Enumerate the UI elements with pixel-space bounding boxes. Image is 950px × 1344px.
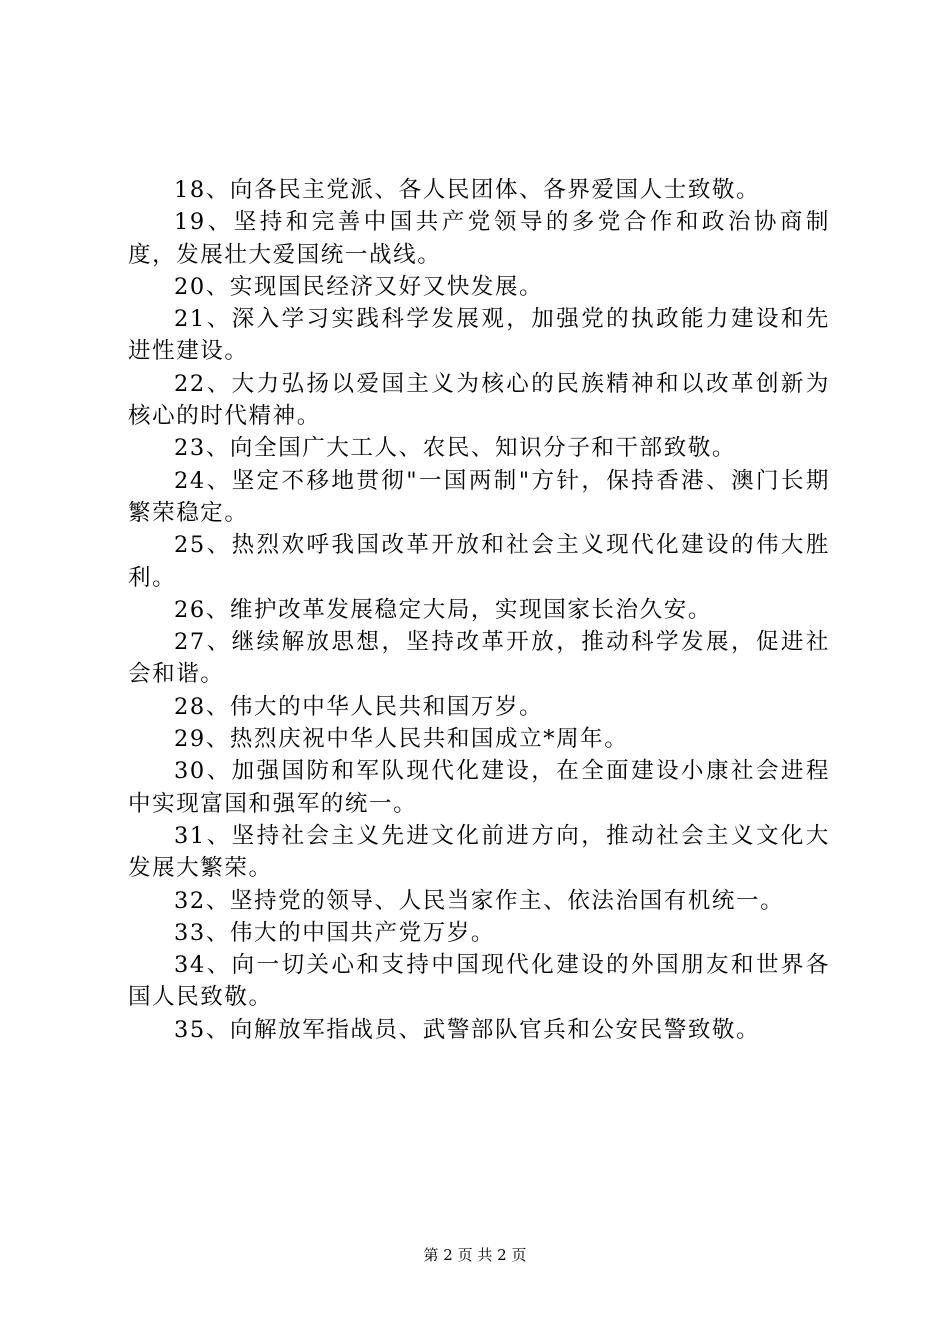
list-item: 27、继续解放思想，坚持改革开放，推动科学发展，促进社会和谐。 <box>128 629 830 688</box>
list-item: 18、向各民主党派、各人民团体、各界爱国人士致敬。 <box>174 177 761 203</box>
slogan-list <box>128 174 830 1046</box>
list-item: 24、坚定不移地贯彻"一国两制"方针，保持香港、澳门长期繁荣稳定。 <box>128 467 830 526</box>
list-item: 19、坚持和完善中国共产党领导的多党合作和政治协商制度，发展壮大爱国统一战线。 <box>128 209 830 268</box>
list-item: 22、大力弘扬以爱国主义为核心的民族精神和以改革创新为核心的时代精神。 <box>128 370 830 430</box>
list-item: 21、深入学习实践科学发展观，加强党的执政能力建设和先进性建设。 <box>128 306 830 365</box>
list-item: 26、维护改革发展稳定大局，实现国家长治久安。 <box>174 596 712 623</box>
list-item: 35、向解放军指战员、武警部队官兵和公安民警致敬。 <box>174 1016 761 1043</box>
list-item: 32、坚持党的领导、人民当家作主、依法治国有机统一。 <box>174 887 785 914</box>
list-item: 34、向一切关心和支持中国现代化建设的外国朋友和世界各国人民致敬。 <box>128 952 830 1011</box>
list-item: 33、伟大的中国共产党万岁。 <box>174 919 496 946</box>
list-item: 30、加强国防和军队现代化建设，在全面建设小康社会进程中实现富国和强军的统一。 <box>128 758 830 817</box>
list-item: 29、热烈庆祝中华人民共和国成立*周年。 <box>174 726 629 753</box>
list-item: 23、向全国广大工人、农民、知识分子和干部致敬。 <box>174 435 737 462</box>
list-item: 20、实现国民经济又好又快发展。 <box>174 273 544 300</box>
list-item: 31、坚持社会主义先进文化前进方向，推动社会主义文化大发展大繁荣。 <box>128 822 830 882</box>
page-number-footer: 第 2 页 共 2 页 <box>423 1246 527 1264</box>
list-item: 28、伟大的中华人民共和国万岁。 <box>174 693 544 720</box>
list-item: 25、热烈欢呼我国改革开放和社会主义现代化建设的伟大胜利。 <box>128 532 830 591</box>
